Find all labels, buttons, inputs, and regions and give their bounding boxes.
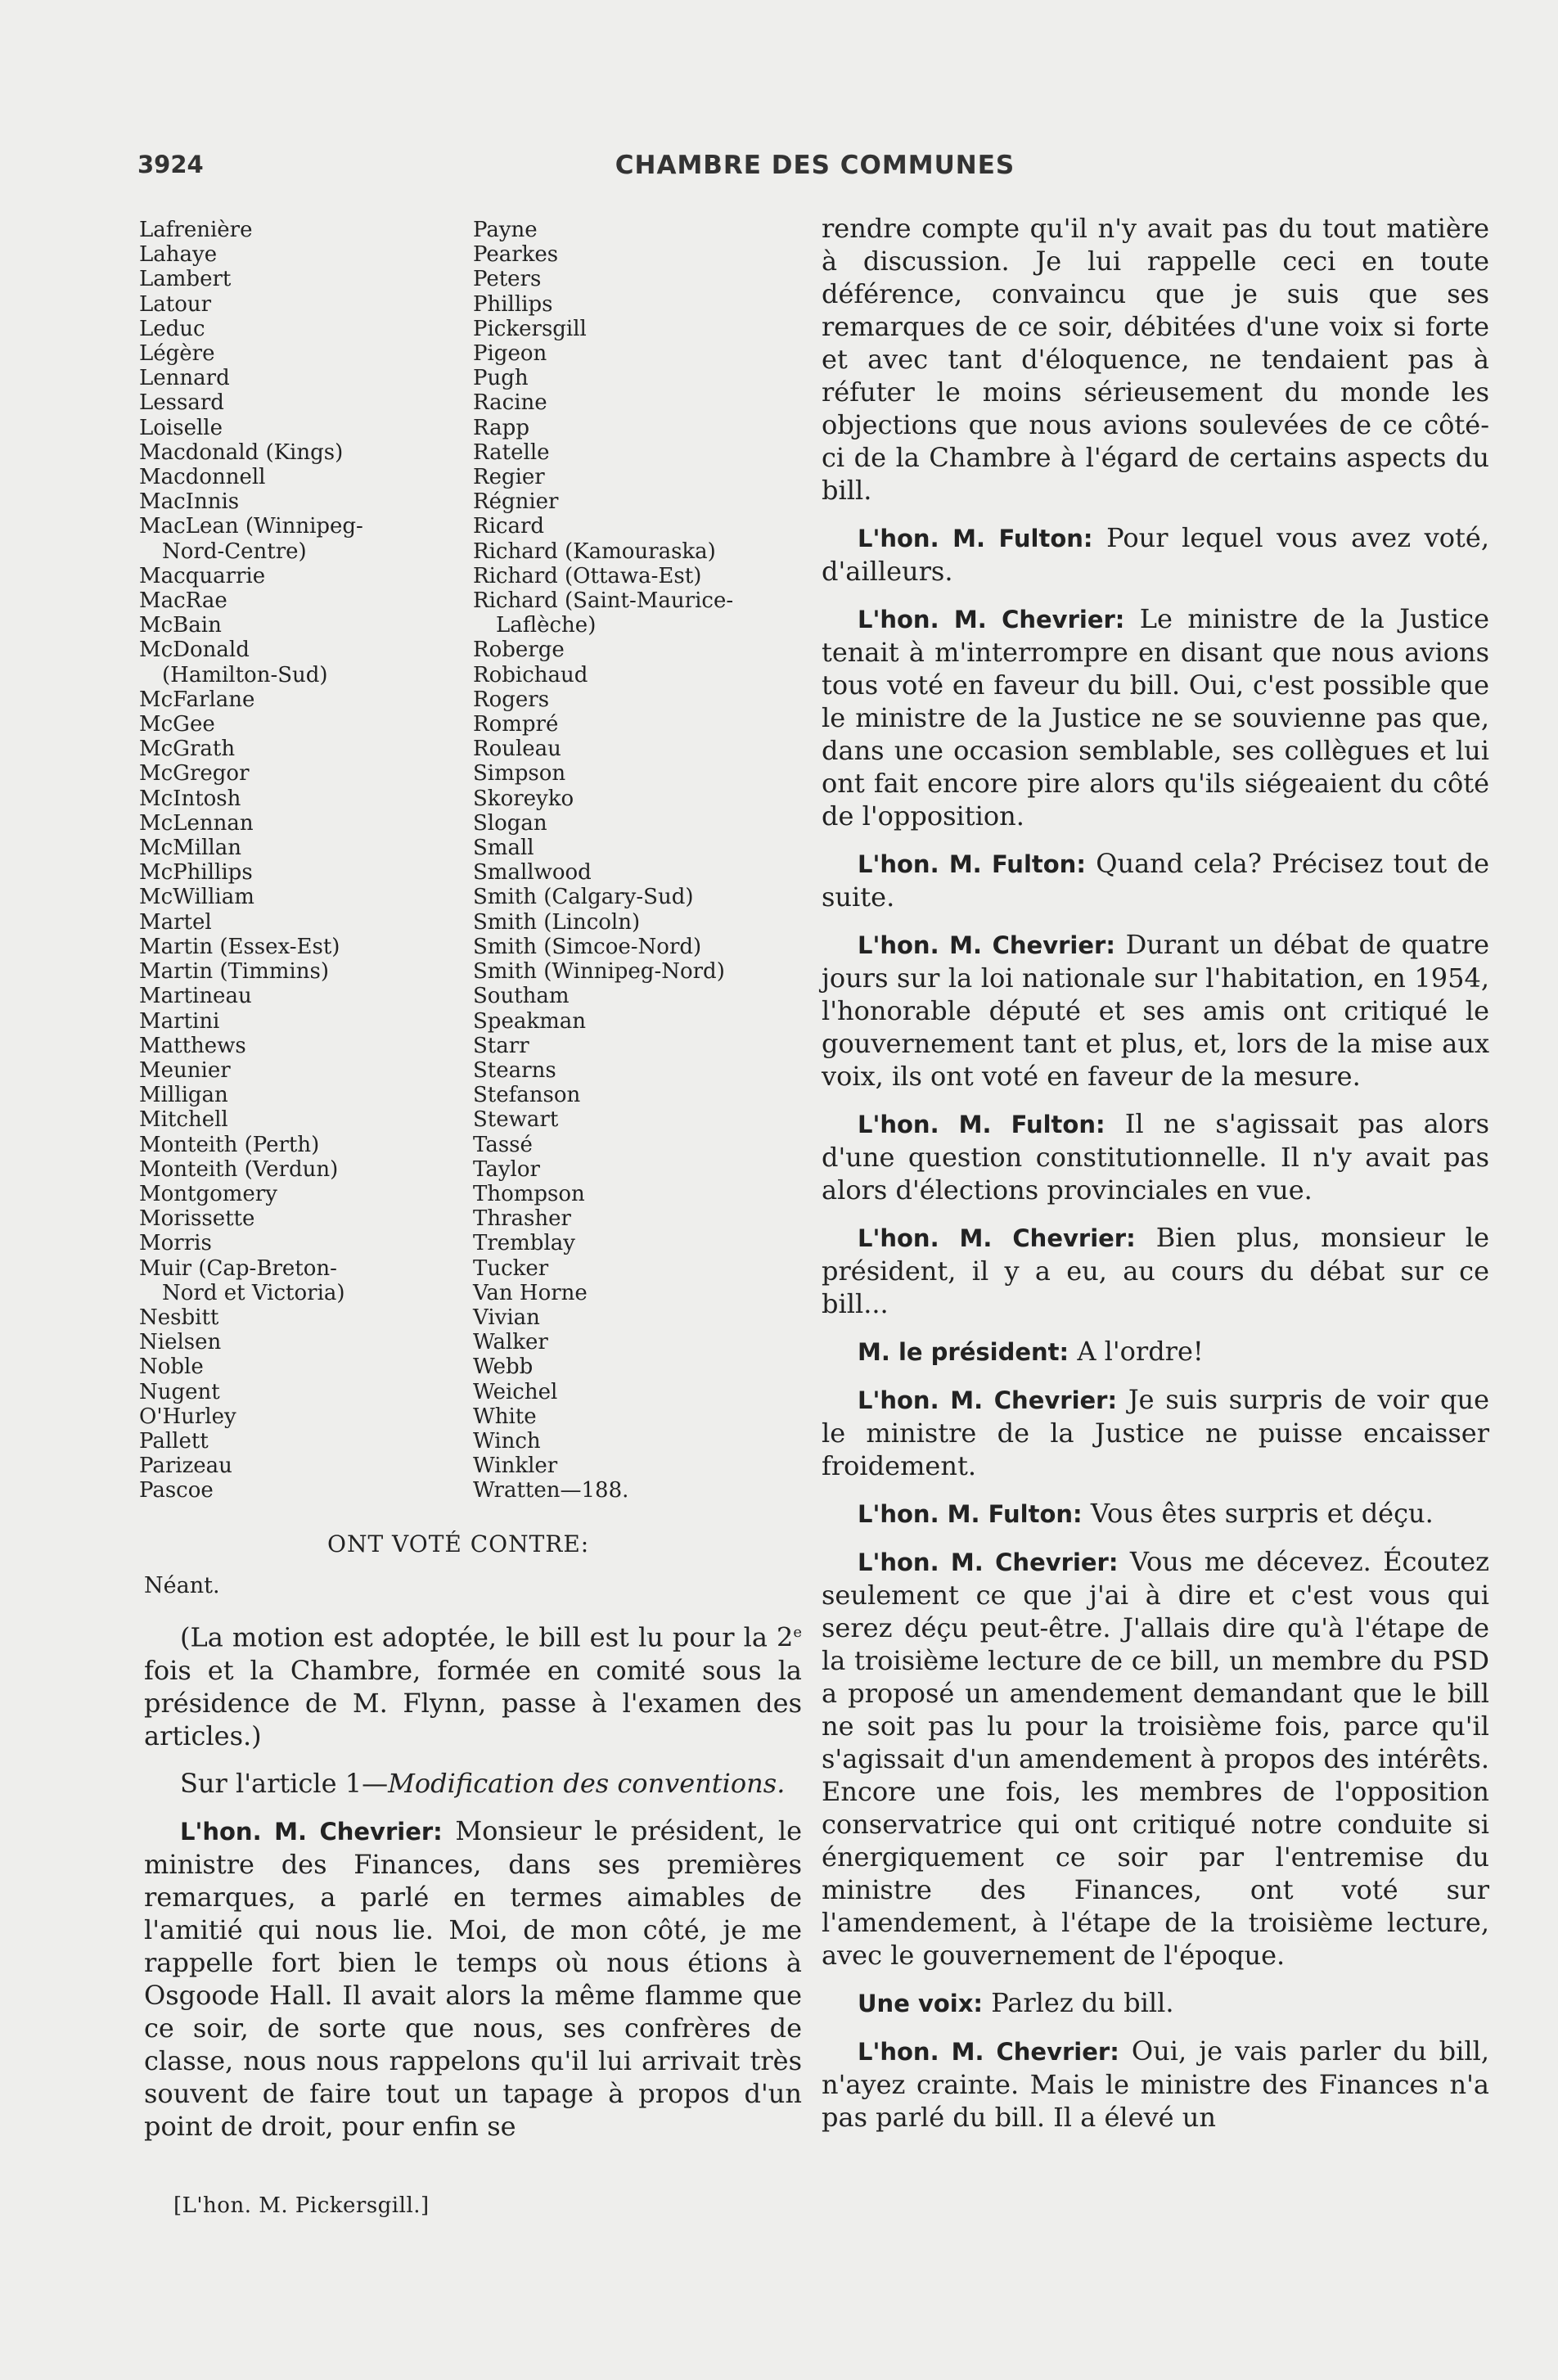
- member-name: McIntosh: [139, 786, 241, 811]
- member-name: Ratelle: [473, 439, 550, 465]
- page-header: [137, 151, 1493, 183]
- member-name: Robichaud: [473, 662, 588, 687]
- article-heading: Sur l'article 1—Modification des conventions.: [180, 1767, 786, 1799]
- member-name: Mitchell: [139, 1107, 228, 1133]
- speech-paragraph: L'hon. M. Chevrier: Le ministre de la Justice tenait à m'interrompre en disant que nous avions tous voté en faveur du bill. Oui, c'est possible que le ministre de la Justice ne se souvienne pas que, dans une occasion semblable, ses collègues et lui ont fait encore pire alors qu'ils siégeaient du côté de l'opposition.: [822, 603, 1490, 832]
- member-name: Nord et Victoria): [162, 1280, 345, 1305]
- member-name: White: [473, 1404, 537, 1429]
- speaker-name: L'hon. M. Fulton:: [858, 850, 1086, 878]
- speaker-name: L'hon. M. Fulton:: [858, 1111, 1105, 1138]
- speaker-name: L'hon. M. Chevrier:: [858, 1224, 1136, 1252]
- member-name: Ricard: [473, 514, 545, 539]
- member-name: Macdonald (Kings): [139, 439, 344, 465]
- member-name: Nielsen: [139, 1330, 222, 1355]
- member-name: Rompré: [473, 712, 559, 737]
- member-name: Regier: [473, 465, 545, 490]
- member-name: McFarlane: [139, 687, 255, 712]
- left-column-text: [144, 1616, 802, 2157]
- member-name: Speakman: [473, 1008, 586, 1034]
- member-name: Southam: [473, 984, 570, 1009]
- member-name: Winkler: [473, 1454, 558, 1479]
- speech-paragraph: L'hon. M. Chevrier: Oui, je vais parler du bill, n'ayez crainte. Mais le ministre des Finances n'a pas parlé du bill. Il a élevé un: [822, 2035, 1490, 2133]
- member-name: Morris: [139, 1231, 212, 1256]
- member-name: Matthews: [139, 1033, 246, 1058]
- member-name: MacInnis: [139, 489, 240, 515]
- member-name: Monteith (Verdun): [139, 1156, 339, 1182]
- member-name: Starr: [473, 1033, 529, 1058]
- speaker-reference-footer: [L'hon. M. Pickersgill.]: [173, 2193, 430, 2218]
- member-name: Morissette: [139, 1206, 255, 1232]
- member-name: Parizeau: [139, 1454, 232, 1479]
- speaker-name: L'hon. M. Chevrier:: [858, 1386, 1118, 1414]
- member-name: McLennan: [139, 810, 254, 836]
- speaker-name: L'hon. M. Chevrier:: [858, 1548, 1119, 1576]
- speaker-name: L'hon. M. Chevrier:: [180, 1817, 443, 1846]
- member-name: Smith (Winnipeg-Nord): [473, 959, 725, 985]
- member-name: Rouleau: [473, 737, 561, 762]
- member-name: Rapp: [473, 415, 529, 440]
- member-name: Richard (Ottawa-Est): [473, 563, 702, 588]
- member-name: Lafrenière: [139, 218, 253, 242]
- member-name: McGee: [139, 712, 215, 737]
- member-name: Rogers: [473, 687, 550, 712]
- speaker-name: L'hon. M. Chevrier:: [858, 2038, 1119, 2066]
- member-name: Stewart: [473, 1107, 559, 1133]
- member-name: Simpson: [473, 761, 566, 787]
- motion-paragraph: (La motion est adoptée, le bill est lu pour la 2e fois et la Chambre, formée en comité sous la présidence de M. Flynn, passe à l'examen des articles.): [144, 1621, 802, 1751]
- member-name: Lennard: [139, 366, 230, 391]
- speech-paragraph: L'hon. M. Chevrier: Durant un débat de quatre jours sur la loi nationale sur l'habitation, en 1954, l'honorable député et ses amis ont critiqué le gouvernement tant et plus, et, lors de la mise aux voix, ils ont voté en faveur de la mesure.: [822, 929, 1490, 1092]
- running-title: CHAMBRE DES COMMUNES: [615, 151, 1015, 180]
- member-name: Martel: [139, 909, 212, 935]
- member-name: McGregor: [139, 761, 250, 787]
- member-name: Smallwood: [473, 860, 592, 886]
- member-name: Pallett: [139, 1428, 209, 1454]
- member-name: Meunier: [139, 1057, 231, 1083]
- member-name: Thrasher: [473, 1206, 571, 1232]
- contre-none: Néant.: [144, 1573, 220, 1598]
- member-name: Smith (Lincoln): [473, 909, 641, 935]
- ont-vote-contre-heading: ONT VOTÉ CONTRE:: [327, 1530, 590, 1557]
- member-name: Weichel: [473, 1379, 558, 1404]
- member-name: Wratten—188.: [473, 1478, 629, 1503]
- member-name: O'Hurley: [139, 1404, 236, 1429]
- member-name: Noble: [139, 1355, 204, 1380]
- member-name: Winch: [473, 1428, 541, 1454]
- member-name: Lambert: [139, 267, 232, 292]
- member-name: Martin (Timmins): [139, 959, 329, 985]
- member-name: Nord-Centre): [162, 539, 307, 564]
- member-name: Richard (Saint-Maurice-: [473, 588, 734, 614]
- member-name: Tassé: [473, 1132, 533, 1157]
- member-name: Pascoe: [139, 1478, 214, 1503]
- member-name: Lessard: [139, 390, 224, 416]
- member-name: Skoreyko: [473, 786, 574, 811]
- vote-list-column-2: [473, 218, 800, 1503]
- member-name: Muir (Cap-Breton-: [139, 1255, 337, 1281]
- member-name: Montgomery: [139, 1181, 277, 1206]
- speech-paragraph: L'hon. M. Fulton: Vous êtes surpris et déçu.: [858, 1498, 1434, 1529]
- member-name: Walker: [473, 1330, 548, 1355]
- speech-paragraph: L'hon. M. Chevrier: Vous me décevez. Écoutez seulement ce que j'ai à dire et c'est vous qui serez déçu peut-être. J'allais dire qu'à l'étape de la troisième lecture de ce bill, un membre du PSD a proposé un amendement demandant que le bill ne soit pas lu pour la troisième fois, parce qu'il s'agissait d'un amendement à propos des intérêts. Encore une fois, les membres de l'opposition conservatrice qui ont critiqué notre conduite si énergiquement ce soir par l'entremise du ministre des Finances, ont voté sur l'amendement, à l'étape de la troisième lecture, avec le gouvernement de l'époque.: [822, 1546, 1489, 1971]
- member-name: Pigeon: [473, 341, 547, 367]
- member-name: Laflèche): [496, 613, 597, 638]
- member-name: Stefanson: [473, 1083, 581, 1108]
- member-name: Nugent: [139, 1379, 220, 1404]
- speaker-name: L'hon. M. Fulton:: [858, 525, 1093, 552]
- member-name: Macdonnell: [139, 465, 266, 490]
- member-name: McBain: [139, 613, 222, 638]
- member-name: Smith (Simcoe-Nord): [473, 934, 702, 959]
- page-number: 3924: [137, 151, 204, 178]
- member-name: Vivian: [473, 1305, 540, 1330]
- member-name: Lahaye: [139, 242, 218, 268]
- speaker-name: L'hon. M. Chevrier:: [858, 931, 1115, 959]
- member-name: Racine: [473, 390, 547, 416]
- speech-paragraph: rendre compte qu'il n'y avait pas du tout matière à discussion. Je lui rappelle ceci en toute déférence, convaincu que je suis que ses remarques de ce soir, débitées d'une voix si forte et avec tant d'éloquence, ne tendaient pas à réfuter le moins sérieusement du monde les objections que nous avions soulevées de ce côté-ci de la Chambre à l'égard de certains aspects du bill.: [822, 213, 1489, 506]
- member-name: Tucker: [473, 1255, 549, 1281]
- member-name: Martini: [139, 1008, 220, 1034]
- member-name: Nesbitt: [139, 1305, 219, 1330]
- member-name: MacRae: [139, 588, 227, 614]
- member-name: Tremblay: [473, 1231, 575, 1256]
- member-name: Macquarrie: [139, 563, 266, 588]
- member-name: Stearns: [473, 1057, 556, 1083]
- speech-paragraph: L'hon. M. Fulton: Pour lequel vous avez voté, d'ailleurs.: [822, 522, 1489, 587]
- vote-list-column-1: [139, 218, 450, 1503]
- right-column-text: [822, 212, 1489, 2148]
- member-name: Martin (Essex-Est): [139, 934, 340, 959]
- speech-paragraph: M. le président: A l'ordre!: [858, 1336, 1204, 1367]
- member-name: Pickersgill: [473, 316, 587, 341]
- speech-paragraph: L'hon. M. Chevrier: Bien plus, monsieur le président, il y a eu, au cours du débat sur ce bill...: [822, 1222, 1490, 1319]
- member-name: Monteith (Perth): [139, 1132, 320, 1157]
- speaker-name: L'hon. M. Fulton:: [858, 1500, 1083, 1528]
- speaker-name: M. le président:: [858, 1338, 1069, 1366]
- member-name: Milligan: [139, 1083, 228, 1108]
- speech-paragraph: L'hon. M. Fulton: Il ne s'agissait pas alors d'une question constitutionnelle. Il n'y avait pas alors d'élections provinciales en vue.: [822, 1108, 1490, 1206]
- speaker-name: L'hon. M. Chevrier:: [858, 606, 1125, 633]
- member-name: McMillan: [139, 836, 241, 861]
- member-name: Richard (Kamouraska): [473, 539, 716, 564]
- speech-paragraph: L'hon. M. Chevrier: Monsieur le président, le ministre des Finances, dans ses premières remarques, a parlé en termes aimables de l'amitié qui nous lie. Moi, de mon côté, je me rappelle fort bien le temps où nous étions à Osgoode Hall. Il avait alors la même flamme que ce soir, de sorte que nous, ses confrères de classe, nous nous rappelons qu'il lui arrivait très souvent de faire tout un tapage à propos d'un point de droit, pour enfin se: [144, 1814, 803, 2142]
- member-name: Smith (Calgary-Sud): [473, 885, 694, 910]
- member-name: Pugh: [473, 366, 529, 391]
- speech-paragraph: L'hon. M. Fulton: Quand cela? Précisez tout de suite.: [822, 848, 1490, 913]
- member-name: Légère: [139, 341, 215, 367]
- member-name: Latour: [139, 291, 212, 317]
- member-name: Roberge: [473, 638, 565, 663]
- member-name: McDonald: [139, 638, 250, 663]
- speaker-name: Une voix:: [858, 1990, 984, 2017]
- member-name: Régnier: [473, 489, 559, 515]
- member-name: Van Horne: [473, 1280, 588, 1305]
- speech-paragraph: L'hon. M. Chevrier: Je suis surpris de voir que le ministre de la Justice ne puisse encaisser froidement.: [822, 1384, 1490, 1481]
- member-name: Leduc: [139, 316, 205, 341]
- member-name: McWilliam: [139, 885, 254, 910]
- speech-paragraph: Une voix: Parlez du bill.: [858, 1987, 1174, 2018]
- member-name: Pearkes: [473, 242, 559, 268]
- member-name: Thompson: [473, 1181, 585, 1206]
- member-name: Peters: [473, 267, 542, 292]
- member-name: Payne: [473, 218, 538, 242]
- member-name: Taylor: [473, 1156, 540, 1182]
- member-name: McPhillips: [139, 860, 253, 886]
- member-name: Webb: [473, 1355, 534, 1380]
- member-name: Small: [473, 836, 534, 861]
- member-name: (Hamilton-Sud): [162, 662, 328, 687]
- member-name: Martineau: [139, 984, 252, 1009]
- member-name: McGrath: [139, 737, 236, 762]
- member-name: Loiselle: [139, 415, 223, 440]
- member-name: Slogan: [473, 810, 547, 836]
- member-name: Phillips: [473, 291, 553, 317]
- member-name: MacLean (Winnipeg-: [139, 514, 363, 539]
